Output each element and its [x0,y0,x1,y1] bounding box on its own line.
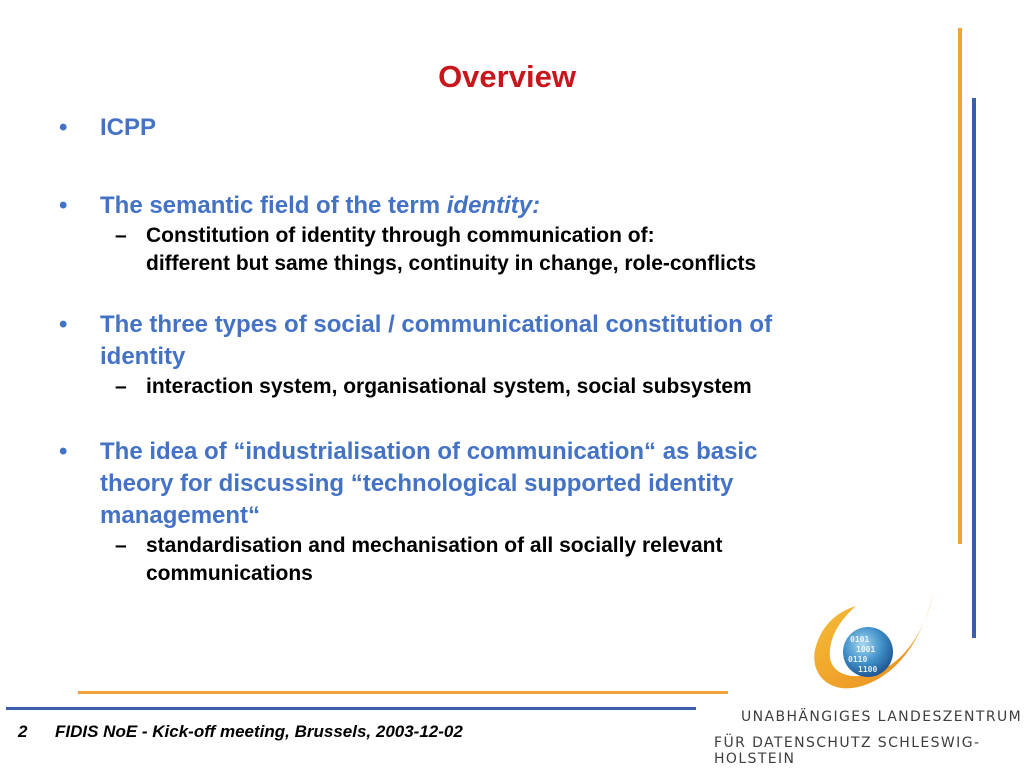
binary-digits: 0110 [848,655,868,664]
sub-text-line: Constitution of identity through communication of: [146,224,655,247]
footer-text: FIDIS NoE - Kick-off meeting, Brussels, 2003-12-02 [55,722,463,741]
orange-horizontal-line [78,691,728,694]
sub-text-line: interaction system, organisational system, social subsystem [146,375,752,398]
org-name-line2: FÜR DATENSCHUTZ SCHLESWIG-HOLSTEIN [714,735,981,767]
dash-marker: – [115,534,127,557]
org-name-line1: UNABHÄNGIGES LANDESZENTRUM [741,709,1023,725]
bullet-text: ICPP [100,114,157,141]
bullet-marker: • [59,192,68,219]
bullet-item-three-types [57,309,917,373]
page-number: 2 [18,722,28,741]
bullet-list [57,112,917,588]
binary-digits: 0101 [850,635,870,644]
dash-marker: – [115,375,127,398]
bullet-text-line: management“ [100,502,261,529]
slide-title: Overview [438,59,576,94]
bullet-item-semantic-field [57,190,917,222]
bullet-text: The semantic field of the term [100,192,447,219]
sub-item-constitution [57,222,917,278]
orange-vertical-line [958,28,962,544]
bullet-text-line: The three types of social / communicational constitution of [100,311,773,338]
sub-text-line: different but same things, continuity in change, role-conflicts [146,252,757,275]
bullet-marker: • [59,114,68,141]
sub-text-line: communications [146,562,313,585]
blue-horizontal-line [6,707,696,710]
bullet-text-line: identity [100,343,186,370]
bullet-text-italic: identity: [446,192,541,219]
bullet-item-icpp [57,112,917,144]
bullet-marker: • [59,311,68,338]
bullet-marker: • [59,438,68,465]
blue-vertical-line [972,98,976,638]
sub-item-systems [57,373,917,401]
bullet-text-line: theory for discussing “technological supported identity [100,470,734,497]
binary-digits: 1100 [858,665,878,674]
bullet-text-line: The idea of “industrialisation of communication“ as basic [100,438,758,465]
uld-logo [806,586,946,694]
dash-marker: – [115,224,127,247]
sub-text-line: standardisation and mechanisation of all socially relevant [146,534,723,557]
sub-item-standardisation [57,532,917,588]
binary-digits: 1001 [856,645,876,654]
bullet-item-industrialisation [57,436,917,532]
